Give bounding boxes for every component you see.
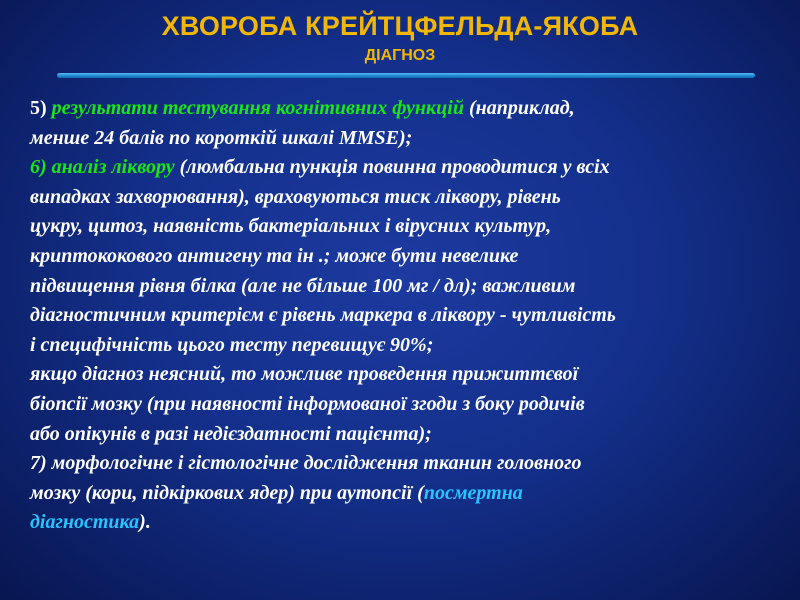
slide-body [30,94,778,538]
body-line-7: підвищення рівня білка (але не більше 100 мг / дл); важливим [30,274,576,297]
body-line-14 [30,479,778,509]
title-divider [57,73,755,78]
body-line-13: 7) морфологічне і гістологічне дослідження тканин головного [30,452,582,475]
body-line-11: біопсії мозку (при наявності інформованої згоди з боку родичів [30,392,585,415]
body-text-fragment: ). [139,511,151,534]
body-line-5: цукру, цитоз, наявність бактеріальних і вірусних культур, [30,215,552,238]
slide-subtitle: ДІАГНОЗ [364,47,436,64]
body-line-4: випадках захворювання), враховуються тиск ліквору, рівень [30,185,561,208]
body-line-1 [30,94,778,124]
body-text-fragment: (люмбальна пункція повинна проводитися у всіх [174,156,610,179]
body-line-9: і специфічність цього тесту перевищує 90%; [30,333,434,356]
body-line-12: або опікунів в разі недієздатності пацієнта); [30,422,432,445]
body-line-8: діагностичним критерієм є рівень маркера в ліквору - чутливість [30,304,616,327]
body-line-3 [30,153,778,183]
highlight-csf-analysis: 6) аналіз ліквору [30,156,175,179]
body-text-fragment: (наприклад, [463,97,575,119]
highlight-postmortem: посмертна [423,481,523,504]
body-line-2: менше 24 балів по короткій шкалі MMSE); [30,126,413,149]
body-line-10: якщо діагноз неясний, то можливе проведення прижиттєвої [30,363,579,386]
body-text-fragment: мозку (кори, підкіркових ядер) при аутопсії ( [30,481,424,504]
body-line-15 [30,508,778,538]
slide-title: ХВОРОБА КРЕЙТЦФЕЛЬДА-ЯКОБА [161,11,639,41]
body-line-6: криптококового антигену та ін .; може бути невелике [30,244,519,267]
highlight-diagnostics: діагностика [30,511,140,534]
highlight-cognitive-tests: результати тестування когнітивних функцій [46,97,464,119]
item-number-5: 5) [30,97,47,119]
